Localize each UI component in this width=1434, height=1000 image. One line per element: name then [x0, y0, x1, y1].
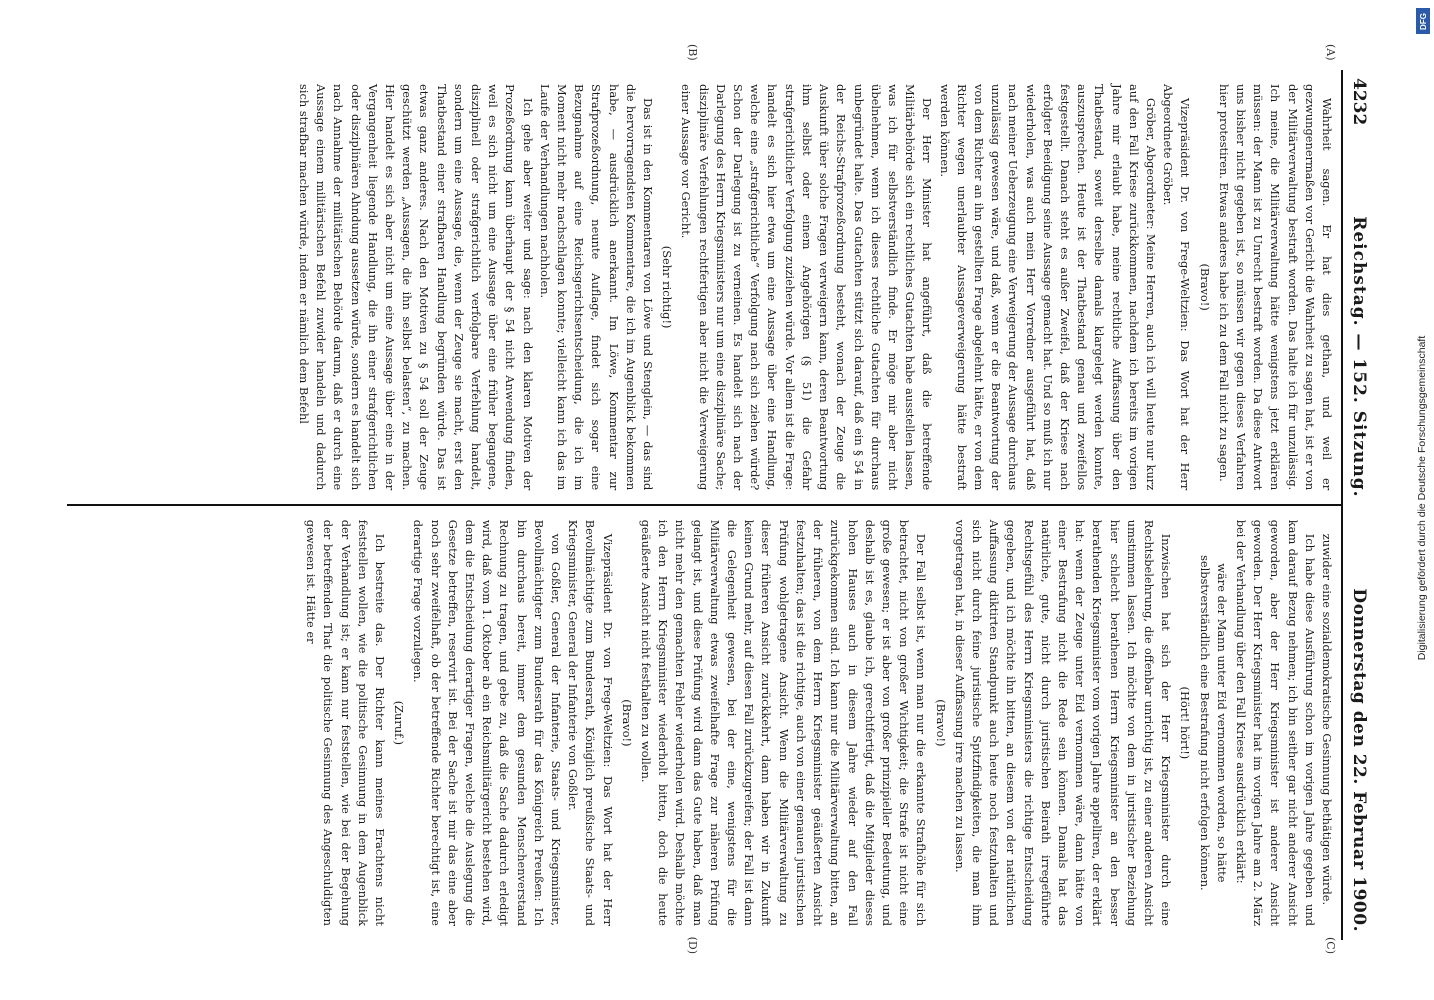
- text-columns: [67, 44, 1341, 954]
- session-date: Donnerstag den 22. Februar 1900.: [1349, 588, 1369, 932]
- page-number: 4232: [1349, 78, 1369, 126]
- paragraph: von Goßler, General der Infanterie, Staats- und Kriegsminister, Bevollmächtigter zum Bundesrath für das Königreich Preußen: Ich bin durchaus bereit, immer dem gesunden Menschenverstand Rechnung zu tragen, und gebe zu, daß die Sache dadurch erledigt wird, daß vom 1. Oktober ab ein Reichsmilitärgericht bestehen wird, dem die Entscheidung derartiger Fragen, welche die Auslegung die Gesetze betreffen, reservirt ist. Bei der Sache ist mir das eine aber noch sehr zweifelhaft, ob der betreffende Richter berechtigt ist, eine derartige Frage vorzulegen.: [411, 519, 564, 926]
- paragraph: Ich habe diese Ausführung schon im vorigen Jahre gegeben und kam darauf Bezug nehmen; ich bin seither gar nicht anderer Ansicht geworden, aber der Herr Kriegsminister ist anderer Ansicht geworden. Der Herr Kriegsminister hat im vorigen Jahre am 2. März bei der Verhandlung über den Fall Kriese ausdrücklich erklärt:: [1233, 519, 1317, 926]
- right-column: [67, 506, 1341, 954]
- paragraph: Das ist in den Kommentaren von Löwe und Stenglein, — das sind die hervorragendsten Kommentare, die ich im Augenblick bekommen habe, — ausdrücklich anerkannt. Im Löwe, Kommentar zur Strafprozeßordnung, neunte Auflage, findet sich sogar eine Bezugnahme auf eine Reichsgerichtsentscheidung, die ich im Moment nicht mehr nachschlagen konnte; vielleicht kann ich das im Laufe der Verhandlungen nachholen.: [537, 84, 656, 491]
- paragraph: Ich gehe aber weiter und sage: nach den klaren Motiven der Prozeßordnung kann überhaupt der § 54 nicht Anwendung finden, weil es sich nicht um eine Aussage über eine früher begangene, disziplinell oder strafgerichtlich verfolgbare Verfehlung handelt, sondern um eine Aussage, die, wenn der Zeuge sie macht, erst den Thatbestand einer strafbaren Handlung begründen würde. Das ist etwas ganz anderes. Nach den Motiven zu § 54 soll der Zeuge geschützt werden „Aussagen, die ihn selbst belasten“, zu machen. Hier handelt es sich aber nicht um eine Aussage über eine in der Vergangenheit liegende Handlung, die ihn einer strafgerichtlichen oder disziplinären Ahndung aussetzen würde, sondern es handelt sich nach Annahme der militärischen Behörde darum, daß er durch eine Aussage einem militärischen Befehl zuwider handeln und dadurch sich strafbar machen würde, indem er nämlich dem Befehl: [297, 84, 535, 491]
- paragraph: zuwider eine sozialdemokratische Gesinnung bethätigen würde.: [1320, 533, 1334, 906]
- paragraph: Gröber, Abgeordneter: Meine Herren, auch ich will heute nur kurz auf den Fall Kriese zurückkommen, nachdem ich bereits im vorigen Jahre mir erlaubt habe, meine rechtliche Auffassung über den Thatbestand, soweit derselbe damals klargelegt werden konnte, auszusprechen. Heute ist der Thatbestand genau und zweifellos festgestellt. Danach steht es außer Zweifel, daß der Kriese nach erfolgter Beeidigung seine Aussage gemacht hat. Und so muß ich nur wiederholen, was auch mein Herr Vorredner ausgeführt hat, daß nach meiner Ueberzeugung eine Verweigerung der Aussage durchaus unzulässig gewesen wäre, und daß, wenn er die Beantwortung der von dem Richter an ihn gestellten Frage abgelehnt hätte, er von dem Richter wegen unerlaubter Aussageverweigerung hätte bestraft werden können.: [937, 84, 1158, 491]
- paragraph: Wahrheit sagen. Er hat dies gethan, und weil er gezwungenermaßen vor Gericht die Wahrheit zu sagen hat, ist er von der Militärverwaltung bestraft worden. Das halte ich für unzulässig. Ich meine, die Militärverwaltung hätte wenigstens jetzt erklären müssen: der Mann ist zu Unrecht bestraft worden. Da diese Antwort uns bisher nicht gegeben ist, so müssen wir gegen dieses Verfahren hier protestiren. Etwas anderes habe ich zu dem Fall nicht zu sagen.: [1216, 84, 1334, 491]
- interjection: (Bravo!): [619, 699, 634, 747]
- left-column: [67, 44, 1341, 504]
- page-header: [1341, 70, 1369, 940]
- interjection: (Hört! hört!): [1178, 686, 1193, 760]
- interjection: (Bravo!): [1197, 263, 1212, 311]
- dfg-logo-text: DFG: [1418, 12, 1428, 30]
- interjection: (Zuruf.): [392, 700, 407, 746]
- session-title: Reichstag. — 152. Sitzung.: [1349, 216, 1369, 498]
- paragraph: Der Fall selbst ist, wenn man nur die erkannte Strafhöhe für sich betrachtet, nicht von großer Wichtigkeit; die Strafe ist nicht eine große gewesen; er ist aber von großer prinzipieller Bedeutung, und deshalb ist es, glaube ich, gerechtfertigt, daß die Mitglieder dieses hohen Hauses auch in diesem Jahre wieder auf den Fall zurückgekommen sind. Ich kann nur die Militärverwaltung bitten, an der früheren, von dem Herrn Kriegsminister geäußerten Ansicht festzuhalten; das ist die richtige, auch von einer genauen juristischen Prüfung wohlgetragene Ansicht. Wenn die Militärverwaltung zu dieser früheren Ansicht zurückkehrt, dann haben wir in Zukunft keinen Grund mehr, auf diesen Fall zurückzugreifen; der Fall ist dann die Gelegenheit gewesen, bei der eine, wenigstens für die Militärverwaltung etwas zweifelhafte Frage zur näheren Prüfung gelangt ist, und diese Prüfung wird dann das Gute haben, daß man nicht mehr den gemachten Fehler wiederholen wird. Deshalb möchte ich den Herrn Kriegsminister wiederholt bitten, doch die heute geäußerte Ansicht nicht festhalten zu wollen.: [639, 519, 929, 926]
- interjection: (Bravo!): [933, 699, 948, 747]
- interjection: wäre der Mann unter Eid vernommen worden, so hätte selbstverständlich eine Bestrafung nicht erfolgen können.: [1197, 555, 1229, 891]
- margin-marker-c: (C): [1324, 937, 1337, 954]
- document-page: [47, 40, 1387, 960]
- paragraph: Ich bestreite das. Der Richter kann meines Erachtens nicht feststellen wollen, wie die politische Gesinnung in dem Augenblick der Verhandlung ist; er kann nur feststellen, wie bei der Begehung der betreffenden That die politische Gesinnung des Angeschuldigten gewesen ist. Hätte er: [304, 519, 388, 926]
- margin-marker-b: (B): [686, 44, 699, 61]
- digitization-credit: [1412, 8, 1432, 988]
- margin-marker-a: (A): [1324, 44, 1337, 61]
- paragraph: Vizepräsident Dr. von Frege-Weltzien: Das Wort hat der Herr Abgeordnete Gröber.: [1161, 84, 1193, 491]
- paragraph: Der Herr Minister hat angeführt, daß die betreffende Militärbehörde sich ein rechtliches Gutachten habe ausstellen lassen, was ich für selbstverständlich finde. Er möge mir aber nicht übelnehmen, wenn ich dieses rechtliche Gutachten für durchaus unbegründet halte. Das Gutachten stützt sich darauf, daß ein § 54 in der Reichs-Strafprozeßordnung besteht, wonach der Zeuge die Auskunft über solche Fragen verweigern kann, deren Beantwortung ihm selbst oder einem Angehörigen (§ 51) die Gefahr strafgerichtlicher Verfolgung zuziehen würde. Vor allem ist die Frage: handelt es sich hier etwa um eine Aussage über eine Handlung, welche eine „strafgerichtliche“ Verfolgung nach sich ziehen würde? Schon der Darlegung ist zu verneinen. Es handelt sich nach der Darlegung des Herrn Kriegsministers nur um eine disziplinäre Sache; disziplinäre Verfehlungen rechtfertigen aber nicht die Verweigerung einer Aussage vor Gericht.: [679, 84, 935, 491]
- paragraph: Vizepräsident Dr. von Frege-Weltzien: Das Wort hat der Herr Bevollmächtigte zum Bundesrath, Königlich preußische Staats- und Kriegsminister, General der Infanterie von Goßler.: [566, 519, 615, 926]
- credit-text: Digitalisierung gefördert durch die Deutsche Forschungsgemeinschaft: [1416, 335, 1428, 661]
- paragraph: Inzwischen hat sich der Herr Kriegsminister durch eine Rechtsbelehrung, die offenbar unrichtig ist, zu einer anderen Ansicht umstimmen lassen. Ich möchte von dem in juristischer Beziehung hier schlecht berathenen Herrn Kriegsminister an den besser berathenden Kriegsminister vom vorigen Jahre appelliren, der erklärt hat: wenn der Zeuge unter Eid vernommen wäre, dann hätte von einer Bestrafung nicht die Rede sein können. Damals hat das natürliche, gute, nicht durch juristischen Beirath irregeführte Rechtsgefühl des Herrn Kriegsministers die richtige Entscheidung gegeben, und ich möchte ihn bitten, an diesem von der natürlichen Auffassung diktirten Standpunkt auch heute noch festzuhalten und sich nicht durch feine juristische Spitzfindigkeiten, die man ihm vorgetragen hat, in dieser Auffassung irre machen zu lassen.: [952, 519, 1174, 926]
- margin-marker-d: (D): [686, 936, 699, 954]
- interjection: (Sehr richtig!): [660, 245, 675, 329]
- dfg-logo: [1416, 8, 1430, 34]
